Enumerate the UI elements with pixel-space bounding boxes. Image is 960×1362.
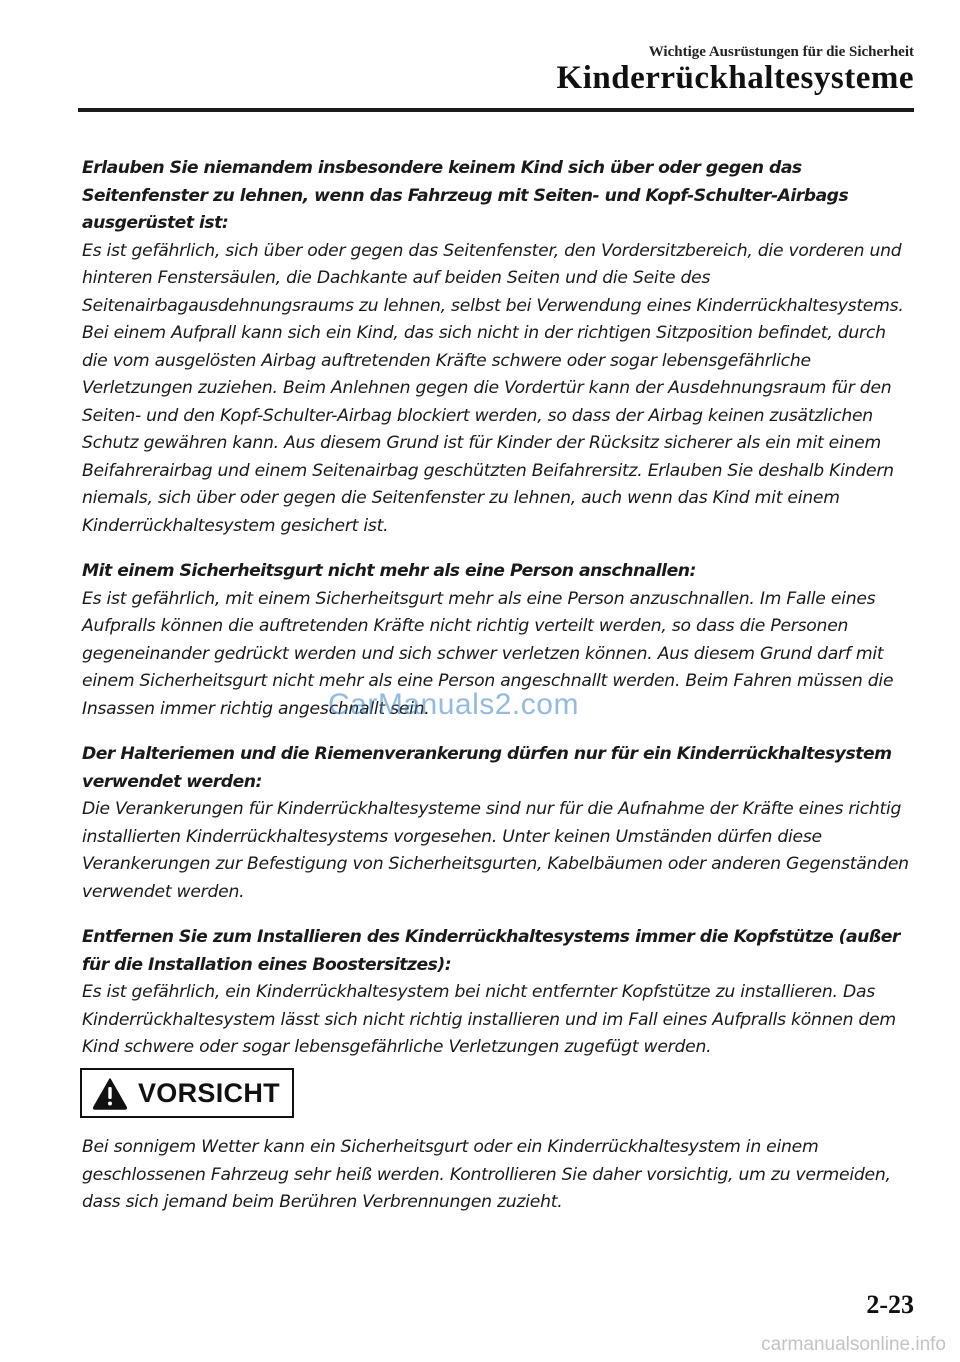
block-heading: Erlauben Sie niemandem insbesondere keinem Kind sich über oder gegen das Seitenfenster zu lehnen, wenn das Fahrzeug mit Seiten- und Kopf-Schulter-Airbags ausgerüstet ist: — [82, 158, 849, 233]
block-body: Es ist gefährlich, mit einem Sicherheitsgurt mehr als eine Person anzuschnallen. Im Falle eines Aufpralls können die auftretenden Kräfte nicht richtig verteilt werden, so dass die Personen gegeneinander gedrückt werden und sich schwer verletzen können. Aus diesem Grund darf mit einem Sicherheitsgurt nicht mehr als eine Person angeschnallt werden. Beim Fahren müssen die Insassen immer richtig angeschnallt sein. — [82, 588, 894, 719]
caution-body: Bei sonnigem Wetter kann ein Sicherheitsgurt oder ein Kinderrückhaltesystem in einem geschlossenen Fahrzeug sehr heiß werden. Kontrollieren Sie daher vorsichtig, um zu vermeiden, dass sich jemand beim Berühren Verbrennungen zuzieht. — [82, 1137, 891, 1212]
warning-triangle-icon — [92, 1076, 128, 1110]
watermark-text: CarManuals2.com — [328, 688, 579, 721]
block-body: Es ist gefährlich, sich über oder gegen das Seitenfenster, den Vordersitzbereich, die vorderen und hinteren Fenstersäulen, die Dachkante auf beiden Seiten und die Seite des Seitenairbagausdehnungsraums zu lehnen, selbst bei Verwendung eines Kinderrückhaltesystems. Bei einem Aufprall kann sich ein Kind, das sich nicht in der richtigen Sitzposition befindet, durch die vom ausgelösten Airbag auftretenden Kräfte schwere oder sogar lebensgefährliche Verletzungen zuziehen. Beim Anlehnen gegen die Vordertür kann der Ausdehnungsraum für den Seiten- und den Kopf-Schulter-Airbag blockiert werden, so dass der Airbag keinen zusätzlichen Schutz gewähren kann. Aus diesem Grund ist für Kinder der Rücksitz sicherer als ein mit einem Beifahrerairbag und einem Seitenairbag geschützten Beifahrersitz. Erlauben Sie deshalb Kindern niemals, sich über oder gegen die Seitenfenster zu lehnen, auch wenn das Kind mit einem Kinderrückhaltesystem gesichert ist. — [82, 240, 904, 536]
block-heading: Der Halteriemen und die Riemenverankerung dürfen nur für ein Kinderrückhaltesystem verwendet werden: — [82, 744, 892, 792]
caution-text — [82, 1134, 914, 1217]
section-header: Wichtige Ausrüstungen für die Sicherheit — [648, 44, 914, 60]
header-divider — [78, 108, 914, 112]
block-heading: Entfernen Sie zum Installieren des Kinderrückhaltesystems immer die Kopfstütze (außer für die Installation eines Boostersitzes): — [82, 927, 900, 975]
block-body: Die Verankerungen für Kinderrückhaltesysteme sind nur für die Aufnahme der Kräfte eines richtig installierten Kinderrückhaltesystems vorgesehen. Unter keinen Umständen dürfen diese Verankerungen zur Befestigung von Sicherheitsgurten, Kabelbäumen oder anderen Gegenständen verwendet werden. — [82, 799, 909, 902]
page-title: Kinderrückhaltesysteme — [556, 60, 914, 96]
caution-badge — [80, 1068, 294, 1118]
block-heading: Mit einem Sicherheitsgurt nicht mehr als eine Person anschnallen: — [82, 561, 696, 581]
warning-block-headrest — [82, 924, 914, 1062]
warning-block-side-window — [82, 155, 914, 540]
main-content — [82, 155, 914, 1080]
warning-block-tether-anchor — [82, 741, 914, 906]
footer-watermark: carmanualsonline.info — [761, 1334, 946, 1355]
page-number: 2-23 — [866, 1290, 914, 1319]
block-body: Es ist gefährlich, ein Kinderrückhaltesystem bei nicht entfernter Kopfstütze zu installieren. Das Kinderrückhaltesystem lässt sich nicht richtig installieren und im Fall eines Aufpralls können dem Kind schwere oder sogar lebensgefährliche Verletzungen zugefügt werden. — [82, 982, 896, 1057]
caution-label: VORSICHT — [138, 1077, 280, 1108]
